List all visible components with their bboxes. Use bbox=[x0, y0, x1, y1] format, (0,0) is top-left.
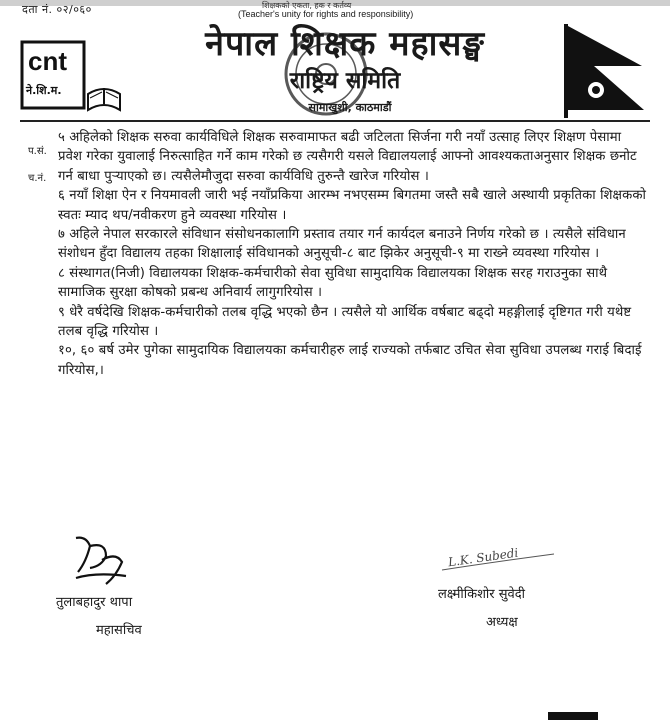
book-icon bbox=[88, 88, 120, 110]
paragraph-6: ६ नयाँ शिक्षा ऐन र नियमावली जारी भई नयाँप्रकिया आरम्भ नभएसम्म बिगतमा जस्तै सबै खाले अस्थायी प्रकृतिका शिक्षकको स्वतः म्याद थप/नवीकरण हुने व्यवस्था गरियोस । bbox=[58, 188, 646, 223]
president-name: लक्ष्मीकिशोर सुवेदी bbox=[438, 587, 526, 602]
signatory-right bbox=[424, 540, 614, 630]
paragraph-9: ९ धेरै वर्षदेखि शिक्षक-कर्मचारीको तलब वृद्धि भएको छैन । त्यसैले यो आर्थिक वर्षबाट बढ्दो महङ्गीलाई दृष्टिगत गरी यथेष्ट तलब वृद्धि गरियोस । bbox=[58, 304, 632, 340]
scan-artifact bbox=[548, 712, 598, 720]
margin-label-ps: प.सं. bbox=[28, 146, 47, 157]
district-line: सामाखुशी, काठमाडौं bbox=[308, 101, 392, 114]
secretary-title: महासचिव bbox=[96, 623, 142, 638]
committee-name: राष्ट्रिय समिति bbox=[289, 68, 401, 94]
registration-number: दता नं. ०२/०६० bbox=[22, 3, 92, 16]
secretary-name: तुलाबहादुर थापा bbox=[56, 595, 133, 610]
president-title: अध्यक्ष bbox=[486, 615, 518, 630]
signature-right bbox=[424, 540, 574, 574]
margin-label-cn: च.नं. bbox=[28, 173, 47, 184]
tagline: (Teacher's unity for rights and responsibility) bbox=[238, 9, 414, 19]
letter-body bbox=[58, 128, 646, 380]
paragraph-7: ७ अहिले नेपाल सरकारले संविधान संसोधनकालागि प्रस्ताव तयार गर्न कार्यदल बनाउने निर्णय गरेको छ । त्यसैले संविधान संशोधन हुँदा विद्यालय तहका शिक्षालाई संविधानको अनुसूची-८ बाट झिकेर अनुसूची-९ मा राख्ने व्यवस्था गरियोस । bbox=[58, 227, 626, 262]
signatory-left bbox=[56, 532, 206, 638]
organization-name: नेपाल शिक्षक महासङ्घ bbox=[205, 24, 485, 64]
paragraph-5: ५ अहिलेको शिक्षक सरुवा कार्यविधिले शिक्षक सरुवामाफत बढी जटिलता सिर्जना गरी नयाँ उत्साह लिएर शिक्षण पेसामा प्रवेश गरेका युवालाई निरुत्साहित गर्ने काम गरेको छ त्यसैगरी यसले विद्यालयलाई आफ्नो आवश्यकताअनुसार शिक्षक छनोट गर्न बाधा पुर्‍याएको छ। त्यसैलेमौजुदा सरुवा कार्यविधि तुरुन्तै खारेज गरियोस । bbox=[58, 130, 637, 184]
header-divider bbox=[20, 120, 650, 122]
tagline-nepali: शिक्षकको एकता, हक र कर्तव्य bbox=[262, 1, 352, 10]
paragraph-10: १०, ६० बर्ष उमेर पुगेका सामुदायिक विद्यालयका कर्मचारीहरु लाई राज्यको तर्फबाट उचित सेवा सुविधा उपलब्ध गराई बिदाई गरियोस,। bbox=[58, 343, 642, 378]
signature-right-text: L.K. Subedi bbox=[447, 545, 520, 570]
paragraph-8: ८ संस्थागत(निजी) विद्यालयका शिक्षक-कर्मचारीको सेवा सुविधा सामुदायिक विद्यालयका शिक्षक सरह गराउनुका साथै सामाजिक सुरक्षा कोषको प्रबन्ध अनिवार्य लागुगरियोस । bbox=[58, 265, 608, 301]
logo-text-main: cnt bbox=[28, 46, 67, 76]
logo-text-sub: ने.शि.म. bbox=[26, 84, 62, 97]
signature-left bbox=[56, 532, 156, 588]
organization-logo bbox=[20, 36, 124, 116]
nepal-flag-icon bbox=[560, 20, 652, 120]
